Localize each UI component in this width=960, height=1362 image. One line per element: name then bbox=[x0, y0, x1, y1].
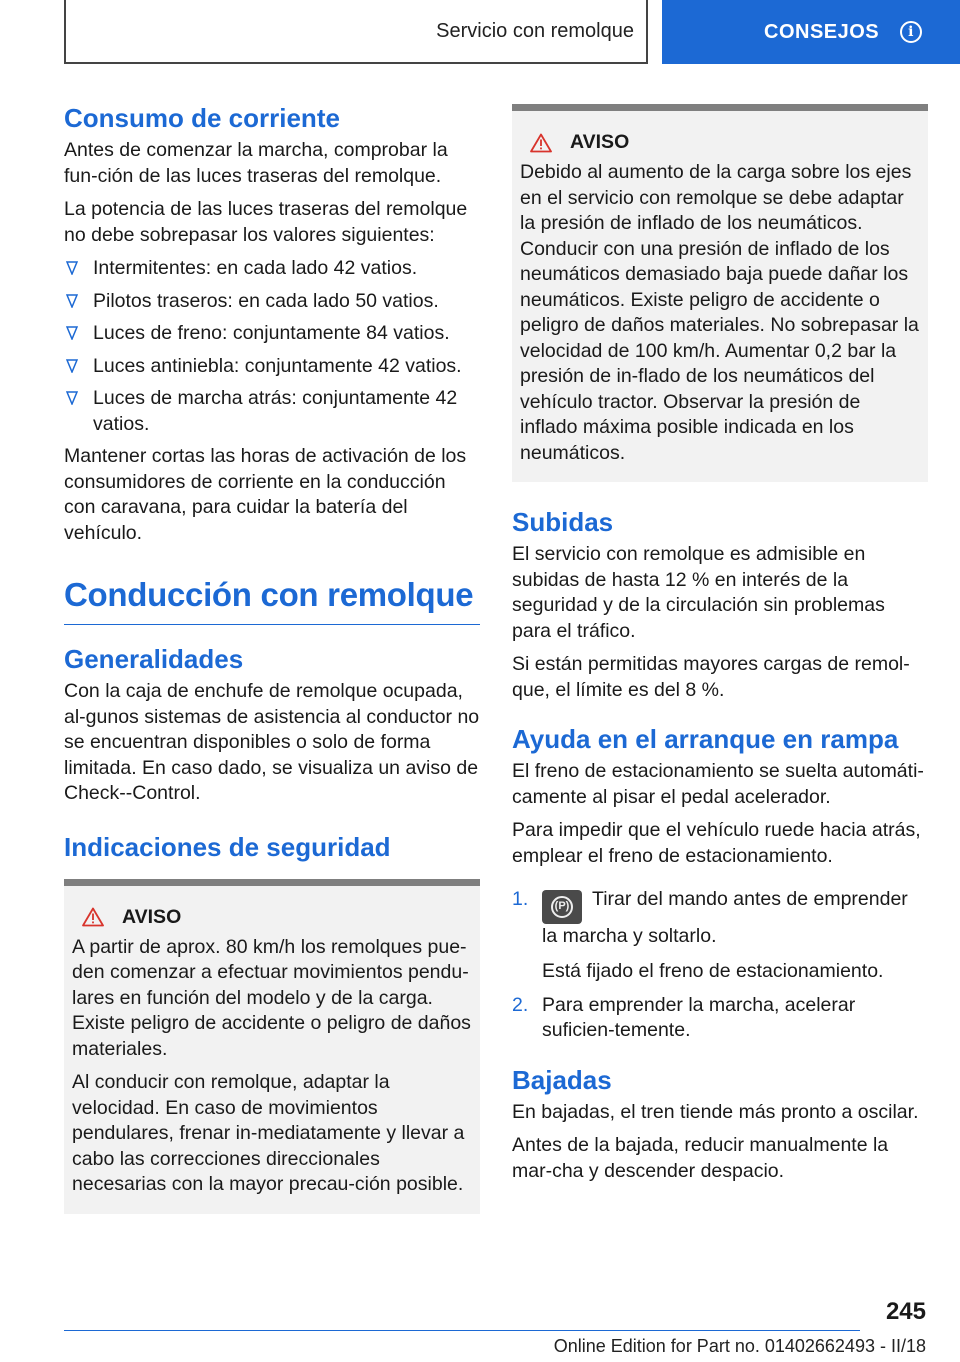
footer-edition: Online Edition for Part no. 01402662493 - II/18 bbox=[553, 1336, 926, 1356]
warning-triangle-icon bbox=[530, 133, 552, 153]
triangle-bullet-icon bbox=[66, 326, 78, 340]
list-item: Luces antiniebla: conjuntamente 42 vatios. bbox=[64, 354, 480, 380]
step-number: 2. bbox=[512, 993, 529, 1016]
chapter-title: Conducción con remolque bbox=[64, 572, 480, 625]
paragraph: Antes de la bajada, reducir manualmente la mar-cha y descender despacio. bbox=[512, 1134, 889, 1182]
step-note: Está fijado el freno de estacionamiento. bbox=[542, 960, 884, 983]
parking-brake-button-icon: (P) bbox=[542, 890, 582, 924]
paragraph: Con la caja de enchufe de remolque ocupada, al-gunos sistemas de asistencia al conductor no se encuentran disponibles o solo de forma limitada. En caso dado, se visualiza un aviso de Check--Control. bbox=[64, 680, 480, 804]
paragraph: El servicio con remolque es admisible en subidas de hasta 12 % en interés de la seguridad y de la circulación sin problemas para el tráfico. bbox=[512, 543, 885, 642]
list-item: Luces de marcha atrás: conjuntamente 42 vatios. bbox=[64, 386, 480, 437]
warning-triangle-icon bbox=[82, 907, 104, 927]
warning-title: AVISO bbox=[122, 905, 182, 928]
paragraph: Para impedir que el vehículo ruede hacia atrás, emplear el freno de estacionamiento. bbox=[512, 819, 921, 867]
warning-box bbox=[64, 879, 480, 1214]
paragraph: A partir de aprox. 80 km/h los remolques pue-den comenzar a efectuar movimientos pendu-lares en función del modelo y de la carga. Existe peligro de accidente o peligro de daños materiales. bbox=[72, 935, 471, 1060]
paragraph: Antes de comenzar la marcha, comprobar la fun-ción de las luces traseras del remolque. bbox=[64, 139, 448, 187]
triangle-bullet-icon bbox=[66, 391, 78, 405]
tab-label: CONSEJOS bbox=[764, 20, 880, 43]
left-column bbox=[64, 100, 480, 1214]
paragraph: Mantener cortas las horas de activación de los consumidores de corriente en la conducción con caravana, para cuidar la batería del vehículo. bbox=[64, 445, 467, 544]
triangle-bullet-icon bbox=[66, 359, 78, 373]
power-list bbox=[64, 256, 480, 437]
heading-seguridad: Indicaciones de seguridad bbox=[64, 831, 391, 862]
paragraph: La potencia de las luces traseras del remolque no debe sobrepasar los valores siguientes: bbox=[64, 198, 468, 246]
heading-generalidades: Generalidades bbox=[64, 644, 244, 674]
info-icon[interactable]: i bbox=[900, 21, 922, 43]
heading-bajadas: Bajadas bbox=[512, 1064, 612, 1095]
paragraph: Si están permitidas mayores cargas de remol-que, el límite es del 8 %. bbox=[512, 653, 910, 701]
section-title-text: Servicio con remolque bbox=[436, 19, 634, 42]
heading-consumo: Consumo de corriente bbox=[64, 103, 340, 133]
heading-rampa: Ayuda en el arranque en rampa bbox=[512, 724, 899, 754]
list-item: Pilotos traseros: en cada lado 50 vatios. bbox=[64, 289, 480, 315]
paragraph: Debido al aumento de la carga sobre los ejes en el servicio con remolque se debe adaptar la presión de inflado de los neumáticos. Conducir con una presión de inflado de los neumáticos demasiado baja puede dañar los neumáticos. Existe peligro de accidente o peligro de daños materiales. No sobrepasar la velocidad de 100 km/h. Aumentar 0,2 bar la presión de in-flado de los neumáticos del vehículo tractor. Observar la presión de inflado máxima posible indicada en los neumáticos. bbox=[520, 161, 919, 464]
step-number: 1. bbox=[512, 888, 529, 910]
warning-title: AVISO bbox=[570, 131, 630, 153]
triangle-bullet-icon bbox=[66, 261, 78, 275]
list-item: Luces de freno: conjuntamente 84 vatios. bbox=[64, 321, 480, 347]
list-item: Intermitentes: en cada lado 42 vatios. bbox=[64, 256, 480, 282]
warning-box bbox=[512, 104, 928, 482]
warning-header bbox=[72, 906, 472, 929]
page-number: 245 bbox=[885, 1298, 926, 1325]
triangle-bullet-icon bbox=[66, 294, 78, 308]
list-item bbox=[512, 887, 928, 985]
header-tab-consejos[interactable] bbox=[662, 0, 960, 64]
heading-subidas: Subidas bbox=[512, 507, 614, 537]
paragraph: El freno de estacionamiento se suelta automáti-camente al pisar el pedal acelerador. bbox=[512, 760, 924, 808]
paragraph: Al conducir con remolque, adaptar la velocidad. En caso de movimientos pendulares, frenar in-mediatamente y llevar a cabo las correcciones direccionales necesarias con la mayor precau-ción posible. bbox=[72, 1071, 465, 1195]
right-column bbox=[512, 104, 928, 1192]
list-item bbox=[512, 993, 928, 1044]
step-text: Tirar del mando antes de emprender la marcha y soltarlo. bbox=[542, 888, 908, 947]
footer-divider bbox=[64, 1330, 860, 1331]
header-section-title bbox=[64, 0, 648, 64]
paragraph: En bajadas, el tren tiende más pronto a oscilar. bbox=[512, 1100, 919, 1123]
step-text: Para emprender la marcha, acelerar suficien-temente. bbox=[542, 993, 856, 1042]
steps-list bbox=[512, 887, 928, 1044]
warning-header bbox=[520, 131, 920, 154]
